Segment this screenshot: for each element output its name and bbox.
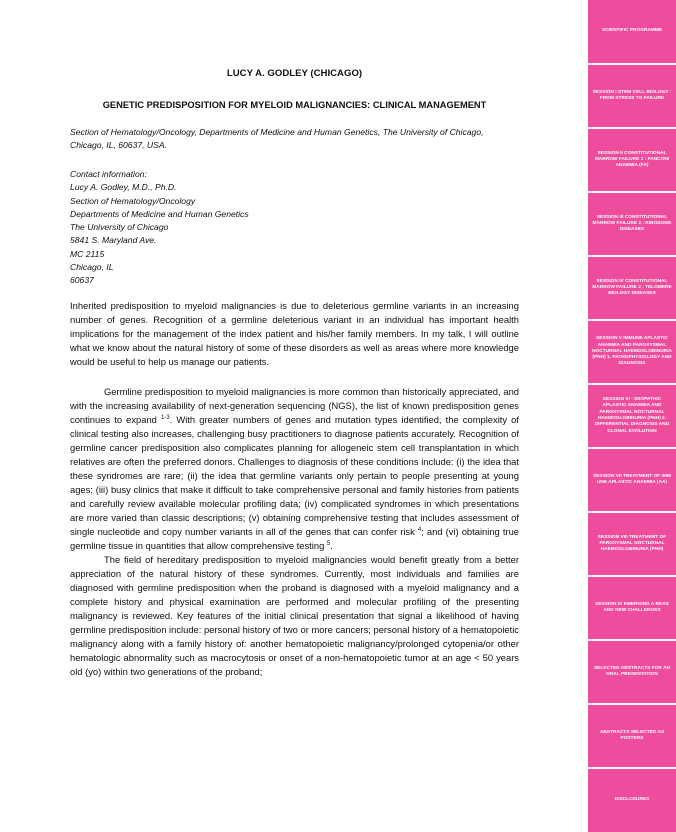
reference-superscript: 5 [326, 540, 331, 547]
abstract-document [70, 68, 519, 679]
sidebar-item-label: SELECTED ABSTRACTS FOR AN ORAL PRESENTATION [594, 665, 670, 677]
contact-line: 5841 S. Maryland Ave. [70, 235, 157, 246]
sidebar-item-session-9[interactable] [588, 577, 676, 639]
sidebar-item-label: SESSION VII TREATMENT OF IMM UNE APLASTIC ANAEMIA (AA) [593, 473, 671, 485]
sidebar-item-label: ABSTRACTS SELECTED AS POSTERS [599, 729, 665, 741]
sidebar-item-session-6[interactable] [588, 385, 676, 447]
contact-information [70, 168, 519, 288]
sidebar-item-label: SESSION VIII TREATMENT OF PAROXYSMAL NOCTURNAL HAEMOGLOBINURIA (PNH) [597, 534, 667, 553]
body-paragraph-1: Inherited predisposition to myeloid malignancies is due to deleterious germline variants in an increasing number of genes. Recognition of a germline deleterious variant in an individual has important health implications for the management of the index patient and his/her family members. In my talk, I will outline what we know about the natural history of some of these disorders as well as areas where more knowledge would be useful to help us manage our patients. [70, 299, 519, 367]
sidebar-item-label: SESSION II CONSTITUTIONAL MARROW FAILURE 1 : FANCONI ANAEMIA (FA) [594, 150, 670, 169]
affiliation: Section of Hematology/Oncology, Departments of Medicine and Human Genetics, The University of Chicago, Chicago, IL, 60637, USA. [70, 127, 484, 150]
sidebar-item-session-5[interactable] [588, 321, 676, 383]
contact-line: The University of Chicago [70, 222, 169, 233]
contact-line: Lucy A. Godley, M.D., Ph.D. [70, 182, 177, 193]
paragraph-2-text-b: . With greater numbers of genes and mutation types identified, the complexity of clinical testing also increases, challenging busy practitioners to diagnose patients accurately. Recognition of germline cancer predisposition also complicates planning for allogeneic stem cell transplantation in which relatives are often the preferred donors. Challenges to diagnosis of these conditions include: (i) the idea that these syndromes are rare; (ii) the idea that germline variants only pertain to people presenting at young ages; (iii) busy clinics that make it difficult to take comprehensive personal and family histories from patients and carefully review available molecular profiling data; (iv) complicated syndromes in which presentations are more varied than classic descriptions; (v) obtaining comprehensive testing that includes assessment of single nucleotide and copy number variants in all of the genes that can confer risk [70, 413, 519, 537]
abstract-title: GENETIC PREDISPOSITION FOR MYELOID MALIGNANCIES: CLINICAL MANAGEMENT [102, 100, 487, 110]
paragraph-2-text-a: Germline predisposition to myeloid malignancies is more common than historically appreciated, and with the increasing availability of next-generation sequencing (NGS), the list of known predisposition genes continues to expand [70, 385, 519, 425]
contact-line: MC 2115 [70, 248, 105, 259]
sidebar-item-session-1[interactable] [588, 65, 676, 127]
sidebar-item-scientific-programme[interactable] [588, 0, 676, 63]
contact-line: Chicago, IL [70, 262, 114, 273]
sidebar-item-label: SESSION I STEM CELL BIOLOGY : FROM STRESS TO FAILURE [592, 89, 672, 101]
body-paragraph-3: The field of hereditary predisposition to myeloid malignancies would benefit greatly from a better appreciation of the natural history of these syndromes. Currently, most individuals and families are diagnosed with germline predisposition when the proband is diagnosed with a myeloid malignancy and a complete history and physical examination are performed and molecular profiling of the presenting malignancy is reviewed. Key features of the initial clinical presentation that signal a likelihood of having germline predisposition include: personal history of two or more cancers; personal history of a hematopoietic malignancy along with a family history of: another hematopoietic malignancy/prolonged cytopenia/or other hematologic abnormality such as macrocytosis or onset of a non-hematopoietic tumor at an age < 50 years old (yo) within two generations of the proband; [70, 553, 519, 677]
body-paragraph-2 [70, 385, 519, 553]
sidebar-item-label: SESSION V IMMUNE APLASTIC ANAEMIA AND PAROXYSMAL NOCTURNAL HAEMOGLOBINURIA (PNH) 1. PATHOPHYSIOLOGY AND DIAGNOSIS [592, 336, 672, 367]
sidebar-item-label: DISCLOSURES [614, 797, 650, 803]
sidebar-item-selected-abstracts-oral[interactable] [588, 641, 676, 703]
sidebar-item-label: SESSION VI - IDIOPATHIC APLASTIC ANAEMIA AND PAROXYSMAL NOCTURNAL HAEMOGLOBINURIA (PNH) 2. DIFFERENTIAL DIAGNOSIS AND CLONAL EVOLUTION [594, 397, 670, 434]
sidebar-item-label: SCIENTIFIC PROGRAMME [601, 28, 663, 34]
sidebar-item-label: SESSION IV CONSTITUTIONAL MARROW FAILURE 3 : TELOMERE BIOLOGY DISEASES [592, 278, 672, 297]
abstract-body [70, 299, 519, 679]
sidebar-item-label: SESSION IX EMERGING A REAS AND NEW CHALLENGES [595, 601, 669, 613]
programme-sidebar [588, 0, 676, 832]
reference-superscript: 4 [417, 526, 422, 533]
author-heading: LUCY A. GODLEY (CHICAGO) [226, 68, 363, 79]
sidebar-item-session-8[interactable] [588, 513, 676, 575]
sidebar-item-disclosures[interactable] [588, 769, 676, 832]
sidebar-item-session-3[interactable] [588, 193, 676, 255]
contact-line: Contact information: [70, 169, 147, 179]
sidebar-item-session-7[interactable] [588, 449, 676, 511]
contact-line: Section of Hematology/Oncology [70, 195, 196, 206]
reference-superscript: 1-3 [161, 414, 170, 421]
sidebar-item-abstracts-posters[interactable] [588, 705, 676, 767]
paragraph-2-text-c: ; and (vi) obtaining true germline tissue in quantities that allow comprehensive testing [70, 525, 520, 551]
contact-line: Departments of Medicine and Human Genetics [70, 208, 249, 219]
contact-line: 60637 [70, 275, 94, 286]
paragraph-2-text-d: . [330, 539, 333, 551]
sidebar-item-session-4[interactable] [588, 257, 676, 319]
sidebar-item-label: SESSION III CONSTITUTIONAL MARROW FAILURE 2 : RIBOSOME DISEASES [592, 214, 672, 233]
sidebar-item-session-2[interactable] [588, 129, 676, 191]
